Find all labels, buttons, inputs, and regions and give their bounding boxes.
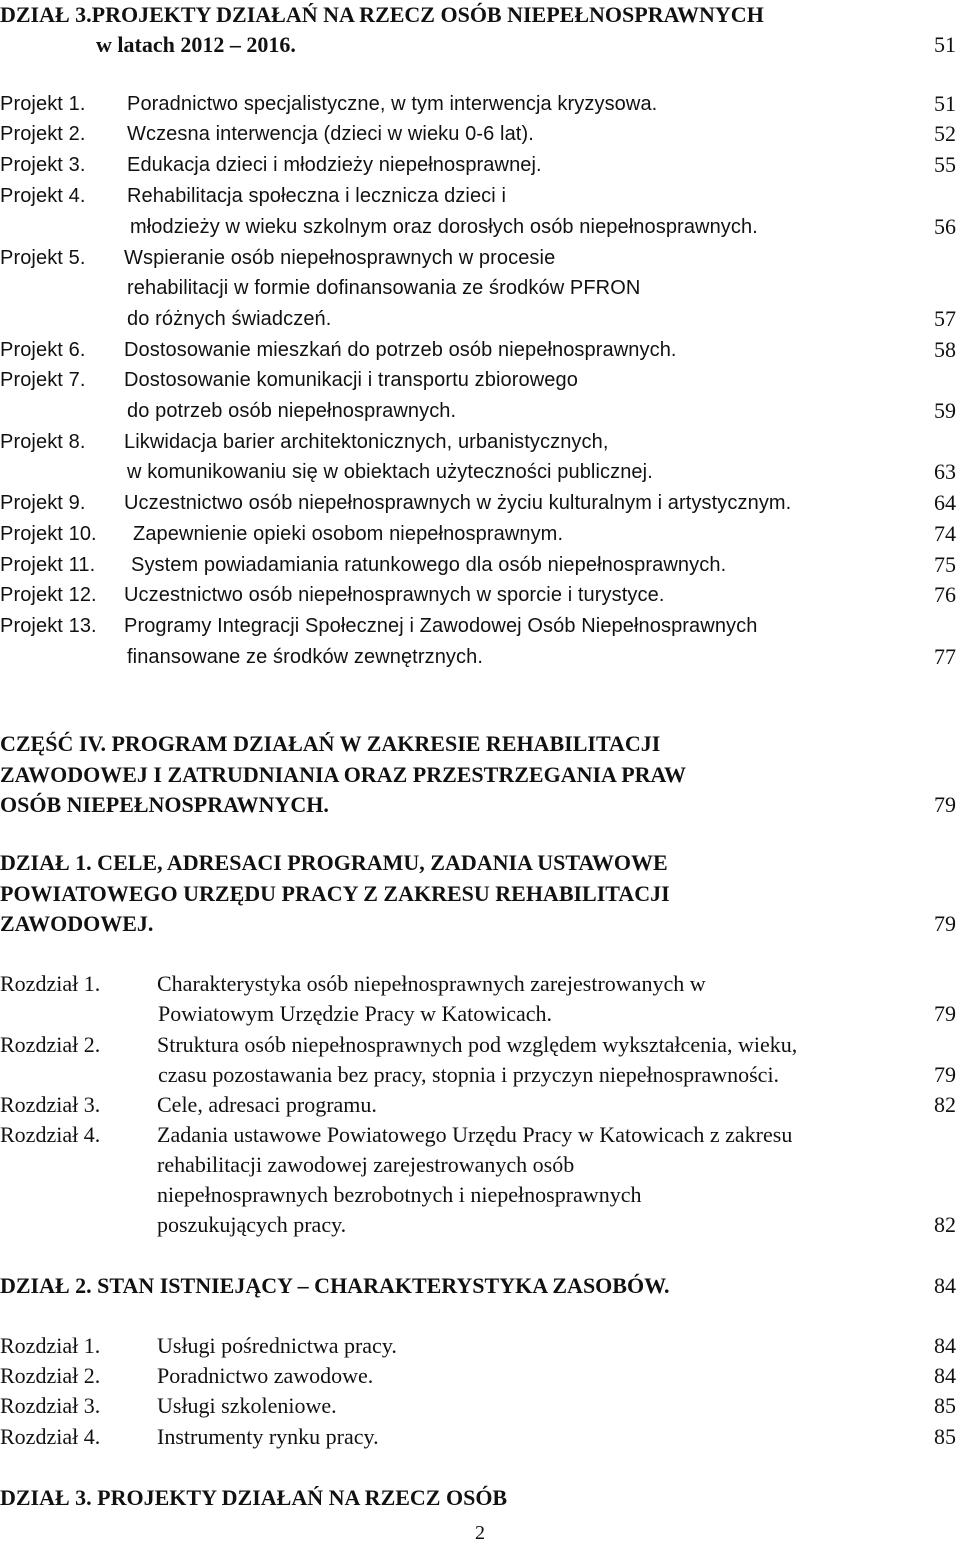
d2-chapter-2-page: 84	[934, 1363, 956, 1388]
d2-chapter-2-title: Poradnictwo zawodowe.	[157, 1363, 374, 1388]
d2-chapter-1-title: Usługi pośrednictwa pracy.	[157, 1333, 397, 1358]
project-12-page: 76	[934, 582, 956, 607]
project-5-number: Projekt 5.	[0, 247, 86, 269]
d1-chapter-2-page: 79	[934, 1062, 956, 1087]
dzial1-heading-line-1: DZIAŁ 1. CELE, ADRESACI PROGRAMU, ZADANIA USTAWOWE	[0, 850, 668, 875]
project-7-title-line-2: do potrzeb osób niepełnosprawnych.	[127, 400, 457, 422]
project-3-number: Projekt 3.	[0, 154, 86, 176]
project-8-title-line-1: Likwidacja barier architektonicznych, urbanistycznych,	[124, 431, 609, 453]
project-5-page: 57	[934, 306, 956, 331]
project-3-page: 55	[934, 152, 956, 177]
project-1-page: 51	[934, 91, 956, 116]
project-10-title: Zapewnienie opieki osobom niepełnosprawnym.	[133, 523, 564, 545]
project-7-page: 59	[934, 398, 956, 423]
project-2-number: Projekt 2.	[0, 123, 86, 145]
project-10-number: Projekt 10.	[0, 523, 97, 545]
dzial1-page: 79	[934, 911, 956, 936]
d1-chapter-4-title-line-4: poszukujących pracy.	[157, 1212, 347, 1237]
project-2-page: 52	[934, 121, 956, 146]
project-9-title: Uczestnictwo osób niepełnosprawnych w życiu kulturalnym i artystycznym.	[124, 492, 792, 514]
d1-chapter-4-title-line-2: rehabilitacji zawodowej zarejestrowanych osób	[157, 1152, 575, 1177]
czesc4-heading-line-3: OSÓB NIEPEŁNOSPRAWNYCH.	[0, 792, 329, 817]
czesc4-heading-line-2: ZAWODOWEJ I ZATRUDNIANIA ORAZ PRZESTRZEGANIA PRAW	[0, 762, 686, 787]
project-13-page: 77	[934, 644, 956, 669]
project-11-number: Projekt 11.	[0, 554, 96, 576]
dzial3-heading-line-2: w latach 2012 – 2016.	[96, 32, 296, 57]
project-10-page: 74	[934, 521, 956, 546]
project-9-page: 64	[934, 490, 956, 515]
d1-chapter-3-number: Rozdział 3.	[0, 1092, 101, 1117]
project-7-number: Projekt 7.	[0, 369, 86, 391]
project-1-title: Poradnictwo specjalistyczne, w tym interwencja kryzysowa.	[127, 93, 658, 115]
dzial3-bottom-heading: DZIAŁ 3. PROJEKTY DZIAŁAŃ NA RZECZ OSÓB	[0, 1485, 508, 1510]
dzial1-heading-line-3: ZAWODOWEJ.	[0, 911, 154, 936]
project-6-number: Projekt 6.	[0, 339, 86, 361]
d1-chapter-2-number: Rozdział 2.	[0, 1032, 101, 1057]
d1-chapter-4-page: 82	[934, 1212, 956, 1237]
d1-chapter-2-title-line-1: Struktura osób niepełnosprawnych pod względem wykształcenia, wieku,	[157, 1032, 798, 1057]
d1-chapter-4-number: Rozdział 4.	[0, 1122, 101, 1147]
project-7-title-line-1: Dostosowanie komunikacji i transportu zbiorowego	[124, 369, 578, 391]
project-4-title-line-2: młodzieży w wieku szkolnym oraz dorosłych osób niepełnosprawnych.	[130, 216, 758, 238]
project-11-title: System powiadamiania ratunkowego dla osób niepełnosprawnych.	[131, 554, 727, 576]
d2-chapter-1-number: Rozdział 1.	[0, 1333, 101, 1358]
d2-chapter-3-number: Rozdział 3.	[0, 1393, 101, 1418]
d2-chapter-4-page: 85	[934, 1424, 956, 1449]
project-13-number: Projekt 13.	[0, 615, 97, 637]
project-5-title-line-1: Wspieranie osób niepełnosprawnych w procesie	[124, 247, 556, 269]
dzial2-page: 84	[934, 1273, 956, 1298]
project-8-page: 63	[934, 459, 956, 484]
d1-chapter-1-number: Rozdział 1.	[0, 971, 101, 996]
d1-chapter-4-title-line-1: Zadania ustawowe Powiatowego Urzędu Pracy w Katowicach z zakresu	[157, 1122, 793, 1147]
d1-chapter-3-page: 82	[934, 1092, 956, 1117]
d2-chapter-1-page: 84	[934, 1333, 956, 1358]
project-8-number: Projekt 8.	[0, 431, 86, 453]
dzial2-heading: DZIAŁ 2. STAN ISTNIEJĄCY – CHARAKTERYSTYKA ZASOBÓW.	[0, 1273, 670, 1298]
project-2-title: Wczesna interwencja (dzieci w wieku 0-6 lat).	[127, 123, 534, 145]
d1-chapter-1-title-line-2: Powiatowym Urzędzie Pracy w Katowicach.	[158, 1001, 553, 1026]
d2-chapter-4-title: Instrumenty rynku pracy.	[157, 1424, 379, 1449]
project-4-title-line-1: Rehabilitacja społeczna i lecznicza dzieci i	[127, 185, 507, 207]
d1-chapter-3-title: Cele, adresaci programu.	[157, 1092, 377, 1117]
project-5-title-line-2: rehabilitacji w formie dofinansowania ze środków PFRON	[127, 277, 641, 299]
dzial1-heading-line-2: POWIATOWEGO URZĘDU PRACY Z ZAKRESU REHABILITACJI	[0, 881, 670, 906]
d2-chapter-2-number: Rozdział 2.	[0, 1363, 101, 1388]
d1-chapter-1-title-line-1: Charakterystyka osób niepełnosprawnych zarejestrowanych w	[157, 971, 706, 996]
d2-chapter-4-number: Rozdział 4.	[0, 1424, 101, 1449]
project-3-title: Edukacja dzieci i młodzieży niepełnosprawnej.	[127, 154, 542, 176]
czesc4-page: 79	[934, 792, 956, 817]
d2-chapter-3-page: 85	[934, 1393, 956, 1418]
project-12-title: Uczestnictwo osób niepełnosprawnych w sporcie i turystyce.	[124, 584, 665, 606]
project-13-title-line-2: finansowane ze środków zewnętrznych.	[127, 646, 484, 668]
project-9-number: Projekt 9.	[0, 492, 86, 514]
d1-chapter-4-title-line-3: niepełnosprawnych bezrobotnych i niepełnosprawnych	[157, 1182, 642, 1207]
project-12-number: Projekt 12.	[0, 584, 97, 606]
project-5-title-line-3: do różnych świadczeń.	[127, 308, 332, 330]
project-4-number: Projekt 4.	[0, 185, 86, 207]
project-6-title: Dostosowanie mieszkań do potrzeb osób niepełnosprawnych.	[124, 339, 677, 361]
czesc4-heading-line-1: CZĘŚĆ IV. PROGRAM DZIAŁAŃ W ZAKRESIE REHABILITACJI	[0, 731, 661, 756]
project-11-page: 75	[934, 552, 956, 577]
project-8-title-line-2: w komunikowaniu się w obiektach użyteczności publicznej.	[127, 461, 653, 483]
project-13-title-line-1: Programy Integracji Społecznej i Zawodowej Osób Niepełnosprawnych	[124, 615, 758, 637]
dzial3-heading-line-1: DZIAŁ 3.PROJEKTY DZIAŁAŃ NA RZECZ OSÓB NIEPEŁNOSPRAWNYCH	[0, 2, 764, 27]
dzial3-heading-page: 51	[934, 32, 956, 57]
project-4-page: 56	[934, 214, 956, 239]
page-number: 2	[475, 1522, 485, 1544]
project-1-number: Projekt 1.	[0, 93, 86, 115]
d2-chapter-3-title: Usługi szkoleniowe.	[157, 1393, 337, 1418]
d1-chapter-1-page: 79	[934, 1001, 956, 1026]
project-6-page: 58	[934, 337, 956, 362]
d1-chapter-2-title-line-2: czasu pozostawania bez pracy, stopnia i przyczyn niepełnosprawności.	[158, 1062, 780, 1087]
